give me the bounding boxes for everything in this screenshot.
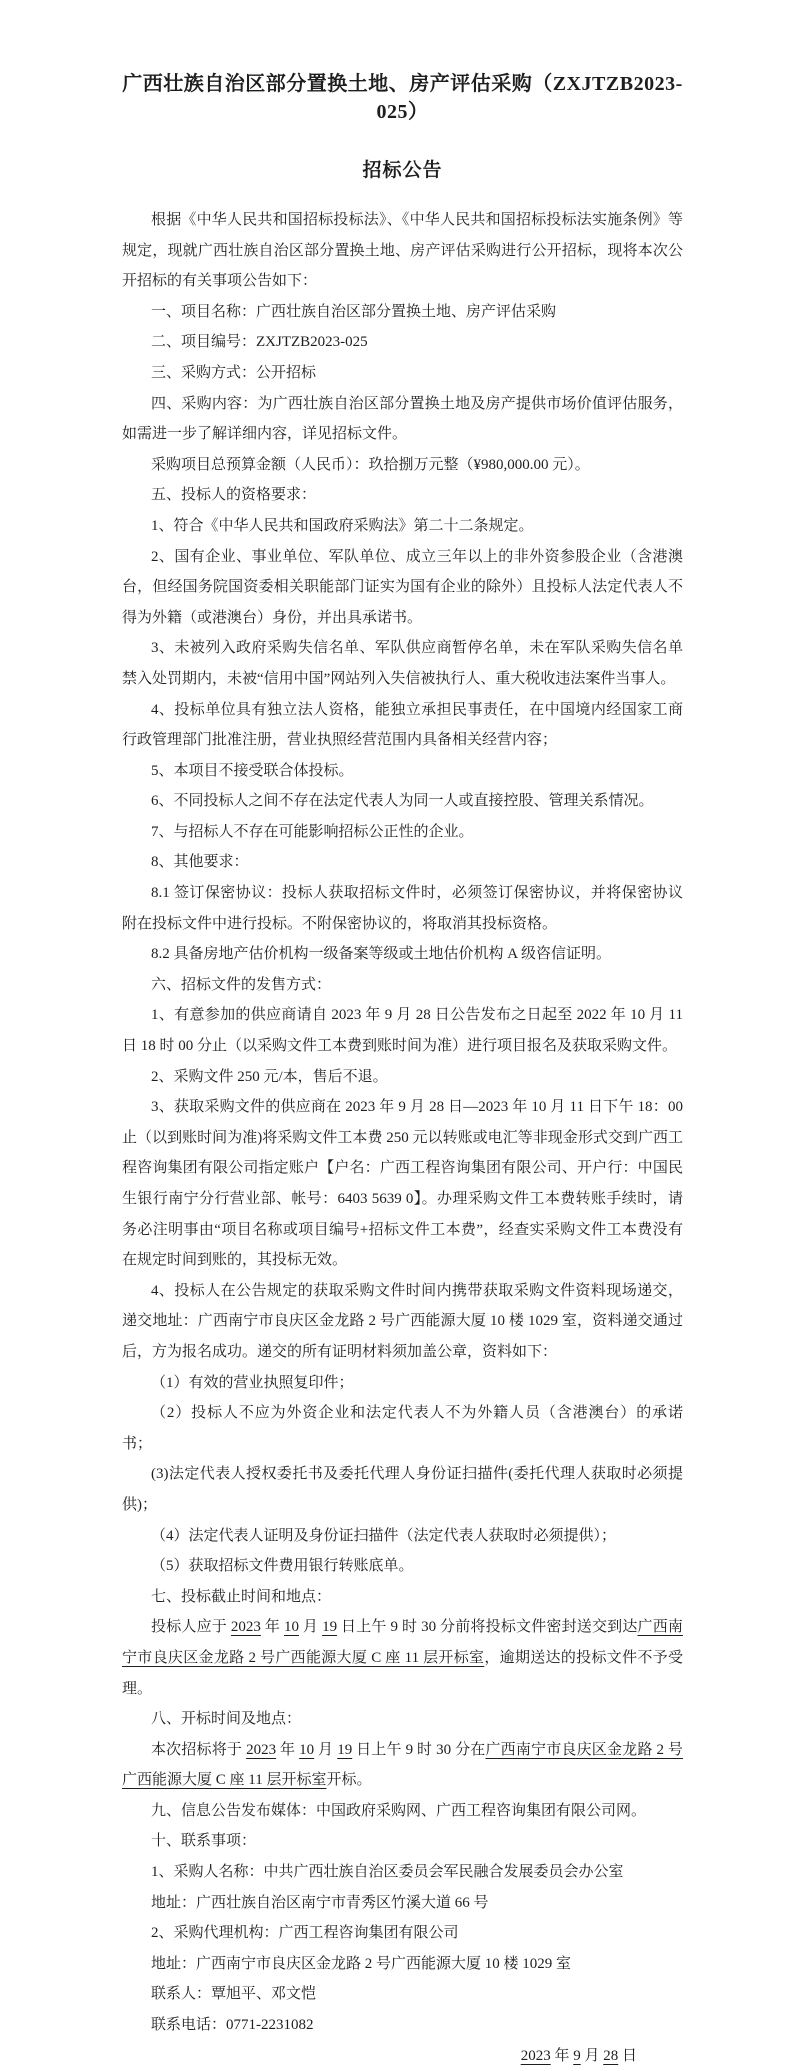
text-segment: 4、投标人在公告规定的获取采购文件时间内携带获取采购文件资料现场递交，递交地址：广西南宁市良庆区金龙路 2 号广西能源大厦 10 楼 1029 室，资料递交通过后，方为报名成功。递交的所有证明材料须加盖公章，资料如下： — [122, 1282, 683, 1360]
text-segment: 月 — [298, 1619, 323, 1636]
paragraph — [122, 327, 683, 358]
paragraph — [122, 970, 683, 1001]
paragraph — [122, 358, 683, 389]
paragraph — [122, 1796, 683, 1827]
paragraph — [122, 1735, 683, 1796]
underlined-text: 2023 — [230, 1619, 261, 1636]
text-segment: （2）投标人不应为外资企业和法定代表人不为外籍人员（含港澳台）的承诺书； — [122, 1405, 683, 1452]
paragraph — [122, 450, 683, 481]
text-segment: 八、开标时间及地点： — [151, 1711, 302, 1728]
underlined-text: 10 — [283, 1619, 299, 1636]
text-segment: 联系人：覃旭平、邓文恺 — [151, 1986, 317, 2003]
text-segment: 三、采购方式：公开招标 — [151, 364, 317, 381]
paragraph — [122, 1857, 683, 1888]
text-segment: (3)法定代表人授权委托书及委托代理人身份证扫描件(委托代理人获取时必须提供)； — [122, 1466, 683, 1513]
text-segment: 二、项目编号：ZXJTZB2023-025 — [151, 334, 368, 351]
underlined-text: 28 — [603, 2047, 619, 2064]
text-segment: 五、投标人的资格要求： — [151, 487, 317, 504]
paragraph — [122, 847, 683, 878]
paragraph — [122, 939, 683, 970]
underlined-text: 10 — [299, 1741, 315, 1758]
text-segment: 日上午 9 时 30 分前将投标文件密封送交到达 — [337, 1619, 638, 1636]
text-segment: 开标。 — [326, 1772, 372, 1789]
text-segment: 十、联系事项： — [151, 1833, 257, 1850]
paragraph — [122, 817, 683, 848]
text-segment: 2、国有企业、事业单位、军队单位、成立三年以上的非外资参股企业（含港澳台，但经国务院国资委相关职能部门证实为国有企业的除外）且投标人法定代表人不得为外籍（或港澳台）身份，并出具承诺书。 — [122, 548, 683, 626]
paragraph — [122, 1888, 683, 1919]
text-segment: 5、本项目不接受联合体投标。 — [151, 762, 354, 779]
paragraph — [122, 542, 683, 634]
text-segment: （4）法定代表人证明及身份证扫描件（法定代表人获取时必须提供）； — [151, 1527, 617, 1544]
underlined-text: 广西南宁市良庆区金龙路 2 号广西能源大厦 C 座 11 层开标室 — [122, 1619, 683, 1666]
date-line — [122, 2041, 683, 2071]
underlined-text: 9 — [573, 2047, 581, 2064]
text-segment: 九、信息公告发布媒体：中国政府采购网、广西工程咨询集团有限公司网。 — [151, 1802, 647, 1819]
paragraph — [122, 1368, 683, 1399]
text-segment: 采购项目总预算金额（人民币）：玖拾捌万元整（¥980,000.00 元）。 — [151, 456, 590, 473]
paragraph — [122, 297, 683, 328]
text-segment: （5）获取招标文件费用银行转账底单。 — [151, 1558, 414, 1575]
text-segment: 2、采购文件 250 元/本，售后不退。 — [151, 1068, 388, 1085]
text-segment: 月 — [580, 2047, 604, 2064]
paragraph — [122, 878, 683, 939]
paragraph — [122, 786, 683, 817]
paragraph — [122, 389, 683, 450]
text-segment: 日 — [618, 2047, 637, 2064]
paragraph — [122, 1704, 683, 1735]
text-segment: 1、采购人名称：中共广西壮族自治区委员会军民融合发展委员会办公室 — [151, 1864, 624, 1881]
paragraph — [122, 1276, 683, 1368]
paragraph — [122, 1979, 683, 2010]
text-segment: ，逾期送达的投标文件不予受理。 — [122, 1649, 683, 1697]
text-segment: 1、有意参加的供应商请自 2023 年 9 月 28 日公告发布之日起至 2022 年 10 月 11 日 18 时 00 分止（以采购文件工本费到账时间为准）进行项目报名及获取采购文件。 — [122, 1007, 683, 1055]
underlined-text: 19 — [322, 1619, 338, 1636]
text-segment: 一、项目名称：广西壮族自治区部分置换土地、房产评估采购 — [151, 303, 557, 320]
document-title: 广西壮族自治区部分置换土地、房产评估采购（ZXJTZB2023-025） — [122, 73, 683, 123]
text-segment: 地址：广西南宁市良庆区金龙路 2 号广西能源大厦 10 楼 1029 室 — [151, 1955, 572, 1972]
text-segment: 月 — [314, 1741, 338, 1758]
underlined-text: 2023 — [246, 1741, 277, 1758]
text-segment: 6、不同投标人之间不存在法定代表人为同一人或直接控股、管理关系情况。 — [151, 793, 654, 810]
underlined-text: 19 — [337, 1741, 353, 1758]
text-segment: 本次招标将于 — [151, 1741, 247, 1758]
text-segment: 根据《中华人民共和国招标投标法》、《中华人民共和国招标投标法实施条例》等规定，现就广西壮族自治区部分置换土地、房产评估采购进行公开招标，现将本次公开招标的有关事项公告如下： — [122, 212, 683, 290]
underlined-text: 广西南宁市良庆区金龙路 2 号广西能源大厦 C 座 11 层开标室 — [122, 1741, 683, 1789]
text-segment: 3、获取采购文件的供应商在 2023 年 9 月 28 日—2023 年 10 月 11 日下午 18：00 止（以到账时间为准)将采购文件工本费 250 元以转账或电汇等非现金形式交到广西工程咨询集团有限公司指定账户【户名：广西工程咨询集团有限公司、开户行：中国民生银行南宁分行营业部、帐号：6403 5639 0】。办理采购文件工本费转账手续时，请务必注明事由“项目名称或项目编号+招标文件工本费”，经查实采购文件工本费没有在规定时间到账的，其投标无效。 — [122, 1099, 683, 1269]
paragraph — [122, 480, 683, 511]
text-segment: 7、与招标人不存在可能影响招标公正性的企业。 — [151, 823, 474, 840]
text-segment: 日上午 9 时 30 分在 — [352, 1741, 486, 1758]
underlined-text: 2023 — [520, 2047, 551, 2064]
text-segment: 年 — [276, 1741, 300, 1758]
paragraph — [122, 1092, 683, 1276]
paragraph — [122, 205, 683, 297]
paragraph — [122, 1062, 683, 1093]
paragraph — [122, 1551, 683, 1582]
paragraph — [122, 1398, 683, 1459]
text-segment: 四、采购内容：为广西壮族自治区部分置换土地及房产提供市场价值评估服务，如需进一步了解详细内容，详见招标文件。 — [122, 395, 683, 443]
text-segment: 2、采购代理机构：广西工程咨询集团有限公司 — [151, 1925, 459, 1942]
document-subtitle: 招标公告 — [362, 160, 443, 181]
paragraph — [122, 1582, 683, 1613]
paragraph — [122, 1521, 683, 1552]
text-segment: 年 — [550, 2047, 574, 2064]
paragraph — [122, 756, 683, 787]
text-segment: （1）有效的营业执照复印件； — [151, 1374, 354, 1391]
text-segment: 地址：广西壮族自治区南宁市青秀区竹溪大道 66 号 — [151, 1894, 489, 1911]
paragraph — [122, 1612, 683, 1704]
text-segment: 1、符合《中华人民共和国政府采购法》第二十二条规定。 — [151, 517, 534, 534]
paragraph — [122, 1949, 683, 1980]
paragraph — [122, 633, 683, 694]
text-segment: 六、招标文件的发售方式： — [151, 976, 332, 993]
text-segment: 8.1 签订保密协议：投标人获取招标文件时，必须签订保密协议，并将保密协议附在投标文件中进行投标。不附保密协议的，将取消其投标资格。 — [122, 885, 683, 932]
paragraph — [122, 1918, 683, 1949]
paragraph — [122, 2010, 683, 2041]
paragraph — [122, 695, 683, 756]
paragraph — [122, 511, 683, 542]
text-segment: 年 — [260, 1619, 284, 1636]
document-body — [122, 205, 683, 2071]
text-segment: 3、未被列入政府采购失信名单、军队供应商暂停名单，未在军队采购失信名单禁入处罚期内，未被“信用中国”网站列入失信被执行人、重大税收违法案件当事人。 — [122, 640, 683, 687]
paragraph — [122, 1459, 683, 1520]
text-segment: 8、其他要求： — [151, 854, 249, 871]
text-segment: 投标人应于 — [151, 1619, 231, 1636]
paragraph — [122, 1826, 683, 1857]
paragraph — [122, 1000, 683, 1061]
text-segment: 8.2 具备房地产估价机构一级备案等级或土地估价机构 A 级咨信证明。 — [151, 946, 612, 963]
text-segment: 4、投标单位具有独立法人资格，能独立承担民事责任，在中国境内经国家工商行政管理部门批准注册，营业执照经营范围内具备相关经营内容； — [122, 701, 683, 749]
text-segment: 联系电话：0771-2231082 — [151, 2017, 314, 2034]
text-segment: 七、投标截止时间和地点： — [151, 1588, 332, 1605]
